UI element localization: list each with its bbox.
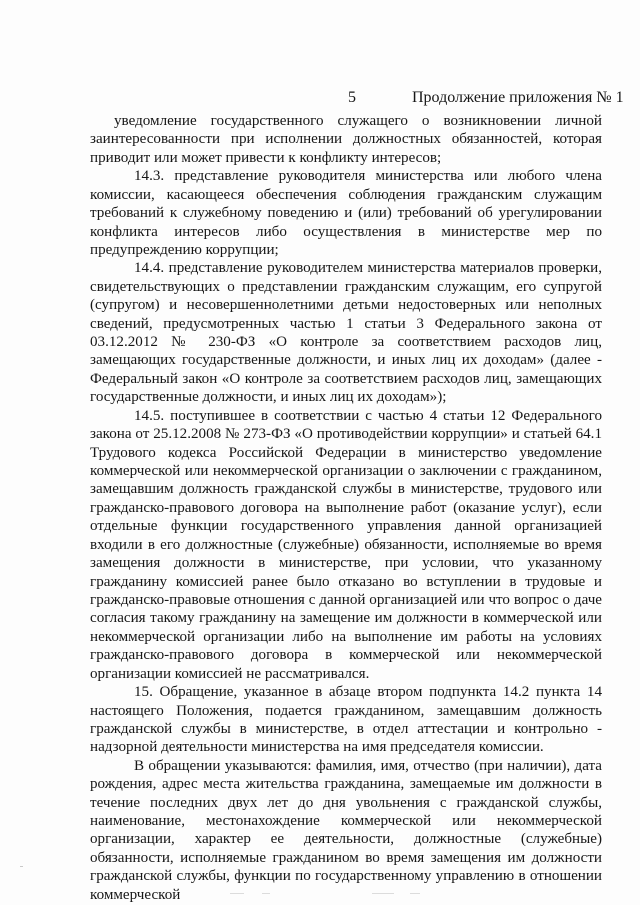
page-header — [0, 88, 640, 108]
appendix-continuation-label: Продолжение приложения № 1 — [412, 89, 624, 106]
scan-artifact — [230, 893, 244, 894]
paragraph-14-3: 14.3. представление руководителя министерства или любого члена комиссии, касающееся обеспечения соблюдения гражданским служащим требований к служебному поведению и (или) требований об урегулировании конфликта интересов либо осуществления в министерстве мер по предупреждению коррупции; — [90, 168, 602, 258]
scan-artifact — [410, 893, 420, 894]
page-number: 5 — [348, 89, 356, 106]
scan-artifact — [20, 866, 23, 867]
document-body — [90, 112, 602, 904]
paragraph-notification-continuation: уведомление государственного служащего о возникновении личной заинтересованности при исполнении должностных обязанностей, которая приводит или может привести к конфликту интересов; — [90, 113, 602, 166]
scan-artifact — [262, 893, 270, 894]
scan-artifact — [372, 893, 394, 894]
paragraph-15: 15. Обращение, указанное в абзаце втором подпункта 14.2 пункта 14 настоящего Положения, подается гражданином, замещавшим должность гражданской службы в министерстве, в отдел аттестации и контрольно - надзорной деятельности министерства на имя председателя комиссии. — [90, 684, 602, 756]
paragraph-14-4: 14.4. представление руководителем министерства материалов проверки, свидетельствующих о представлении гражданским служащим, его супругой (супругом) и несовершеннолетними детьми недостоверных или неполных сведений, предусмотренных частью 1 статьи 3 Федерального закона от 03.12.2012 № 230-ФЗ «О контроле за соответствием расходов лиц, замещающих государственные должности, и иных лиц их доходам» (далее - Федеральный закон «О контроле за соответствием расходов лиц, замещающих государственные должности, и иных лиц их доходам»); — [90, 260, 602, 406]
paragraph-appeal-contents: В обращении указываются: фамилия, имя, отчество (при наличии), дата рождения, адрес места жительства гражданина, замещаемые им должности в течение последних двух лет до дня увольнения с гражданской службы, наименование, местонахождение коммерческой или некоммерческой организации, характер ее деятельности, должностные (служебные) обязанности, исполняемые гражданином во время замещения им должности гражданской службы, функции по государственному управлению в отношении коммерческой — [90, 757, 602, 903]
paragraph-14-5: 14.5. поступившее в соответствии с частью 4 статьи 12 Федерального закона от 25.12.2008 № 273-ФЗ «О противодействии коррупции» и статьей 64.1 Трудового кодекса Российской Федерации в министерство уведомление коммерческой или некоммерческой организации о заключении с гражданином, замещавшим должность гражданской службы в министерстве, трудового или гражданско-правового договора на выполнение работ (оказание услуг), если отдельные функции государственного управления данной организацией входили в его должностные (служебные) обязанности, исполняемые во время замещения должности в министерстве, при условии, что указанному гражданину комиссией ранее было отказано во вступлении в трудовые и гражданско-правовые отношения с данной организацией или что вопрос о даче согласия такому гражданину на замещение им должности в коммерческой или некоммерческой организации либо на выполнение им работы на условиях гражданско-правового договора в коммерческой или некоммерческой организации комиссией не рассматривался. — [90, 407, 602, 682]
